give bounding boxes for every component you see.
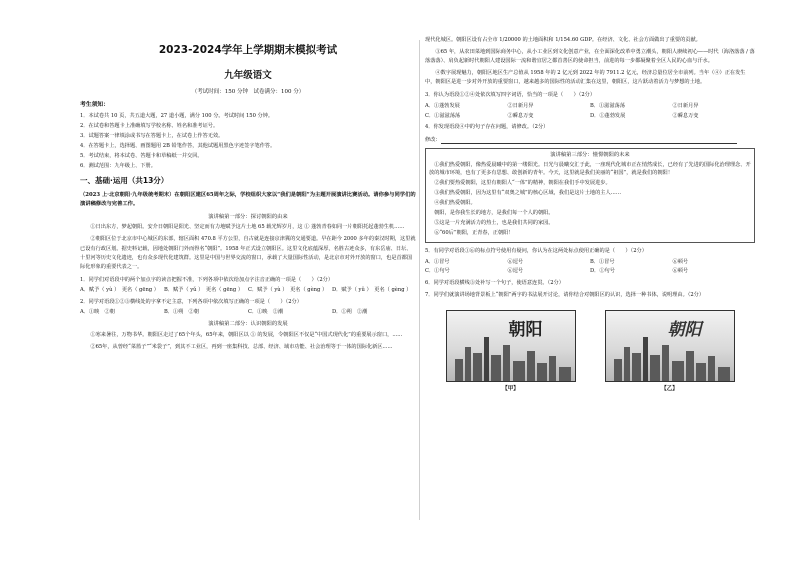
part1-title: 演讲稿第一部分：探讨朝阳的由来 [208,213,288,220]
notes-heading: 考生须知： [80,102,109,109]
q5-options-row2 [425,268,755,275]
calligraphy-text: 朝阳 [667,319,702,340]
paragraph: ③65 年，从农田菜地到国际商务中心，从小工业区到文化创意产业，在全面深化改革中勇立潮头，朝阳人赓续初心——时代（海洛落落 / 落落落落）、肩负起新时代朝阳人建设国际一流和谐宜居之都首善区的使命担当，前进的每一步都凝聚着全区人民的心血与汗水。 [425,49,755,65]
box-line: ③我们热爱朝阳，因为这里有“双奥之城”的核心区域，我们是这片土地的主人…… [434,189,622,196]
option[interactable]: B．赋予（ yǔ ） 更名（ gēng ） [164,287,244,294]
option: ②瞬息万变 [672,112,699,119]
question-2: 2．同学对语段①②③横线处的字拿不定主意，下列各项中依次填写正确的一项是（ ）（2分） [80,298,302,305]
question-5: 5．有同学对语段①⑥的标点符号使用有疑问，你认为在这两处标点使用正确的是（ ）（2分） [425,248,647,255]
q3-options-row2 [425,113,755,120]
option: ②日新月异 [672,102,699,109]
exam-title: 2023-2024学年上学期期末模拟考试 [158,44,338,56]
paragraph: ①寒来暑往，万物书华。朝阳区走过了65个年头，65年来，朝阳区以 ① 的发展，令朝阳区不仅是“中国式现代化”的重要展示窗口，...... [90,331,403,338]
option: ⑥逗号 [507,258,524,265]
option: ⑥顿号 [672,258,689,265]
paragraph: ②朝阳区位于北京市中心城区的东部，辖区面积 470.8 平方公里，自古就是连接京津冀的交通要道。早在距今 2000 多年的秦汉时期，这里就已设有行政区划。据史料记载，因地处朝阳门外而得名“朝阳”。1958 年正式设立朝阳区。这里文化底蕴深厚，名胜古迹众多，有东岳庙、日坛、十里河等历史文化遗迹，也有众多现代化建筑群。这里是中国与世界交流的窗口，承载了大量国际性活动，是北京市对外开放的窗口，也是首都国际化形象的重要代表之一。 [80,236,416,270]
option[interactable]: B．①朔 ②朝 [164,309,199,316]
question-6: 6．同学对语段横线③处补写一个句子，使语意连贯。（2分） [425,280,564,287]
note-item: 6．测试范围：九年级上、下册。 [80,162,156,169]
question-7: 7．同学们就演讲场地背景板上“朝阳”两字的书法展开讨论，请你结合对朝阳区的认识，选择一种书体，说明理由。（2分） [425,292,705,299]
note-item: 5．考试结束，将本试卷、答题卡和草稿纸一并交回。 [80,152,203,159]
note-item: 2．在试卷和答题卡上准确填写学校名称、姓名和准考证号。 [80,122,219,129]
section-intro: （2023 上·北京朝阳·九年级统考期末）在朝阳区建区65周年之际，学校组织大家以“我们是朝阳”为主题开展演讲比赛活动。请你参与同学们的演讲稿修改与完善工作。 [80,192,416,207]
q4-answer-line [425,136,755,144]
city-skyline-photo [446,310,576,382]
question-4: 4．你发现语段④中的句子存在问题，请修改。（2分） [425,124,549,131]
image-caption: 【甲】 [502,385,519,392]
q5-options-row1 [425,259,755,266]
section-heading: 一、基础·运用（共13分） [80,176,169,186]
paragraph: ②65年，从曾经“菜篮子”“米袋子”，到其不工业区，再到一座集科技、总部、经济、域市功能、社会治理等于一体的国际化新区...... [90,343,393,350]
image-yi [605,310,735,393]
calligraphy-images [425,310,755,393]
option: ⑥逗号 [507,268,524,275]
image-jia [446,310,576,393]
option: ⑥顿号 [672,268,689,275]
box-line: ⑥“60后”朝阳，正青春，正朝阳！ [434,230,514,237]
option[interactable]: D．①蓬勃发展 [590,112,626,119]
exam-time-score: （考试时间：150 分钟 试卷满分：100 分） [191,88,305,95]
option[interactable]: D．赋予（ yǔ ） 更名（ gèng ） [332,287,412,294]
left-column [80,0,416,352]
note-item: 1．本试卷共 10 页，共五道大题，27 道小题，满分 100 分。考试时间 150 分钟。 [80,112,274,119]
option[interactable]: A．赋予（ yù ） 更名（ gēng ） [80,287,159,294]
q2-options [80,309,416,316]
city-skyline-photo [605,310,735,382]
paragraph: ④数字展现魅力，朝阳区地区生产总值从 1958 年的 2 亿元到 2022 年的 7911.2 亿元，经济总量位居全市前列。当年（④）正在发生中，朝阳区是进一步对外开放的重要窗口，越来越多的国际性的活动汇集在这里，朝阳区，这片跃动着活力与梦想的土地。 [425,70,746,86]
option[interactable]: A．①蓬勃发展 [425,102,460,109]
option[interactable]: A．①冒号 [425,258,450,265]
option[interactable]: D．①句号 [590,268,615,275]
question-1: 1．同学们对语段中的两个加点字的读音把握不准，下列各项中依次给加点字注音正确的一项是（ ）（2分） [80,276,334,283]
option[interactable]: B．①滋滋荡荡 [590,102,625,109]
box-line: ⑤这是一片充满活力的热土，也是我们共同的家园。 [434,220,554,227]
box-line: ④我们热爱朝阳。 [434,200,476,207]
option: ②瞬息万变 [507,112,534,119]
box-line: ①我们热爱朝阳，像热爱晨曦中的第一缕阳光。日光与晨曦交汇于此，一座现代化城市正在悄然成长，已经有了先进的国际化治理理念、开放的城市环境，也有了更多有思想、敢创新的青年。今天，这里就是我们美丽的“祖国”，就是我们的朝阳！ [429,161,751,176]
q3-options-row1 [425,103,755,110]
column-divider [419,40,420,520]
paragraph: ①日出东方，梦起朝阳。安介日朝阳是阳光、坚定而有力地赋予这片土地 65 载光辉岁月，这 ① 蓬勃青春如同一片朝阳托起蓬勃生机…… [90,224,405,231]
paragraph: 现代化城区。朝阳区设有占全市 1/20000 的土地面积和 1/154.60 GDP。在经济、文化、社会方面做出了重要的贡献。 [425,37,701,43]
q1-options [80,287,416,294]
exam-subject: 九年级语文 [224,69,272,81]
note-item: 3．试题答案一律填涂或书写在答题卡上，在试卷上作答无效。 [80,132,224,139]
option[interactable]: C．①句号 [425,268,450,275]
part2-title: 演讲稿第二部分：认识朝阳的发展 [208,320,288,327]
option[interactable]: D．①朔 ②潮 [332,309,368,316]
option[interactable]: A．①映 ②朝 [80,309,115,316]
box-line: 朝阳，是你我生长的地方，是我们每一个人的朝阳。 [434,210,554,217]
image-caption: 【乙】 [661,385,678,392]
option: ②日新月异 [507,102,534,109]
option[interactable]: C．①映 ②潮 [248,309,284,316]
calligraphy-text: 朝阳 [508,319,543,340]
option[interactable]: B．①冒号 [590,258,615,265]
answer-line[interactable] [441,137,737,144]
box-line: ②我们要热爱朝阳，这里有朝阳人“一体”的精神，朝阳在我们手中发展进步。 [434,179,611,186]
speech-part3-box [425,148,755,243]
note-item: 4．在答题卡上，选择题、画图题用 2B 铅笔作答，其他试题用黑色字迹签字笔作答。 [80,142,276,149]
fill-label: 修改： [425,136,441,143]
question-3: 3．你认为语段①②④处依次填写四字词语，恰当的一项是（ ）（2分） [425,92,596,99]
part3-title: 演讲稿第三部分：憧憬朝阳的未来 [550,151,630,158]
option[interactable]: C．赋予（ yù ） 更名（ gèng ） [248,287,328,294]
option[interactable]: C．①滋滋荡荡 [425,112,461,119]
right-column [425,0,755,393]
